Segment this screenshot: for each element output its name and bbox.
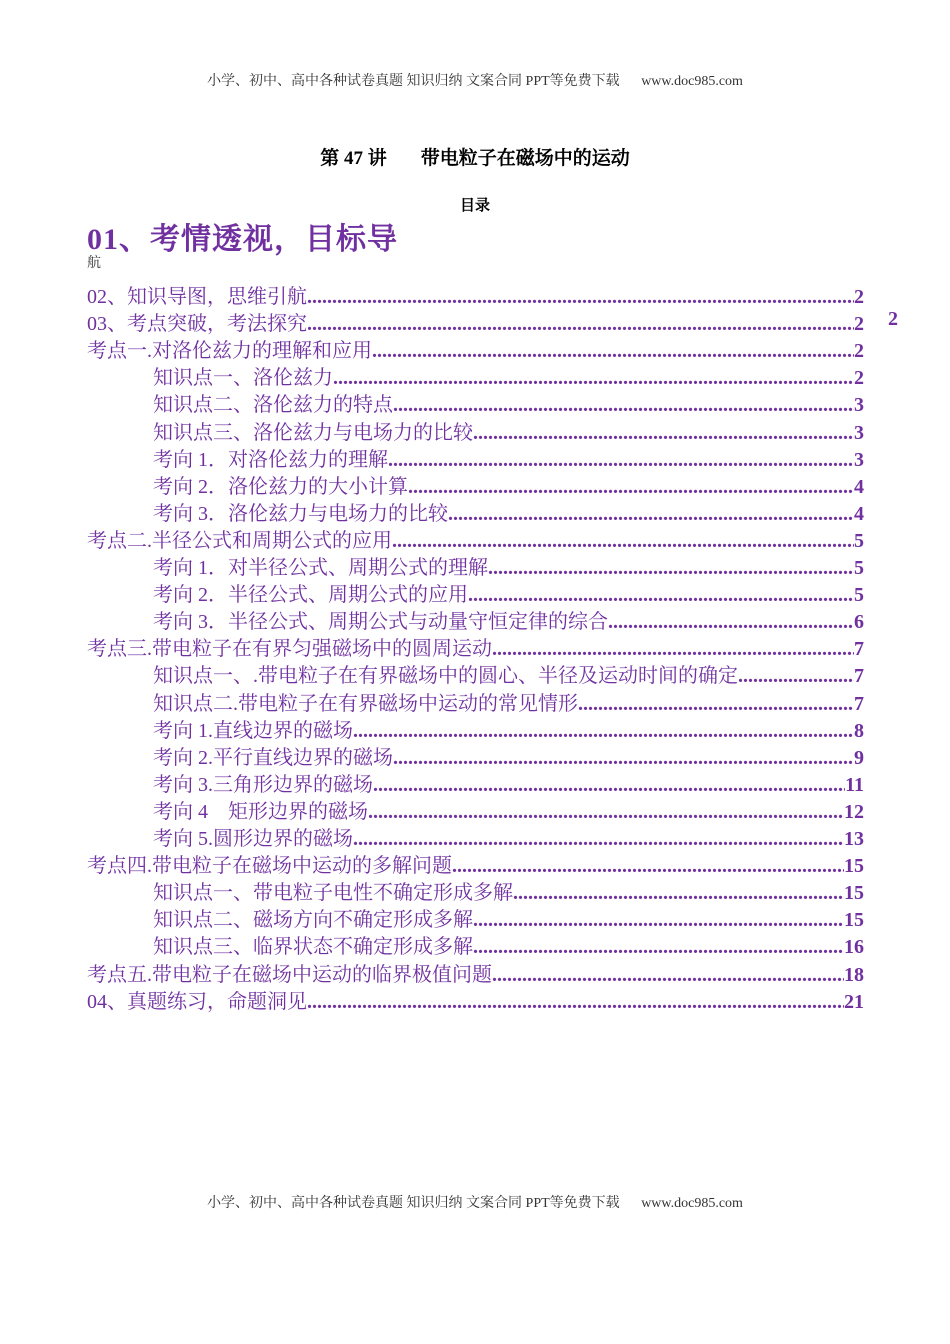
toc-entry-label: 考向 5.圆形边界的磁场	[153, 828, 353, 850]
toc-section-01-overflow: 航	[87, 256, 101, 271]
toc-entry-page: 18	[844, 963, 864, 986]
toc-entry-label: 考向 3．洛伦兹力与电场力的比较	[153, 502, 448, 525]
toc-entry[interactable]	[153, 578, 864, 605]
toc-entry-page: 15	[844, 882, 864, 905]
footer-text: 小学、初中、高中各种试卷真题 知识归纳 文案合同 PPT等免费下载	[207, 1196, 620, 1211]
lecture-number: 第 47 讲	[320, 148, 387, 169]
toc-entry[interactable]	[87, 985, 864, 1012]
toc-entry-label: 考向 1．对半径公式、周期公式的理解	[153, 557, 488, 579]
dot-leader	[473, 909, 844, 932]
dot-leader	[468, 584, 854, 607]
toc-entry-label: 考向 2.平行直线边界的磁场	[153, 746, 393, 769]
toc-entry-page: 15	[844, 855, 864, 878]
toc-entry-label: 04、真题练习，命题洞见	[87, 990, 307, 1013]
toc-entry[interactable]	[153, 470, 864, 497]
toc-entry-label: 考向 2．半径公式、周期公式的应用	[153, 584, 468, 607]
toc-entry[interactable]	[87, 524, 864, 551]
page-title	[0, 143, 950, 170]
toc-entry-label: 考点二.半径公式和周期公式的应用	[87, 529, 392, 552]
dot-leader	[578, 693, 854, 716]
dot-leader	[333, 367, 854, 390]
toc-entry-page: 8	[854, 719, 864, 742]
dot-leader	[393, 394, 854, 417]
toc-entry-label: 知识点二.带电粒子在有界磁场中运动的常见情形	[153, 692, 578, 715]
dot-leader	[473, 422, 854, 445]
toc-entry-label: 02、知识导图，思维引航	[87, 286, 307, 308]
toc-entry-label: 考点三.带电粒子在有界匀强磁场中的圆周运动	[87, 638, 492, 661]
dot-leader	[738, 665, 854, 688]
toc-entry-page: 3	[854, 448, 864, 471]
toc-entry-label: 知识点二、洛伦兹力的特点	[153, 394, 393, 417]
toc-entry-page: 3	[854, 421, 864, 444]
toc-entry-page: 2	[854, 313, 864, 336]
toc-entry-page: 9	[854, 746, 864, 769]
dot-leader	[408, 476, 854, 499]
dot-leader	[488, 557, 854, 580]
toc-entry[interactable]	[153, 876, 864, 903]
toc-entry-page: 5	[854, 557, 864, 579]
dot-leader	[608, 611, 854, 634]
dot-leader	[388, 449, 854, 472]
toc-entry[interactable]	[87, 849, 864, 876]
toc-entry[interactable]	[153, 497, 864, 524]
dot-leader	[393, 747, 854, 770]
toc-entry-page: 3	[854, 394, 864, 417]
toc-entry-page: 15	[844, 909, 864, 932]
toc-entry-label: 知识点一、带电粒子电性不确定形成多解	[153, 882, 513, 905]
toc-entry-label: 知识点一、.带电粒子在有界磁场中的圆心、半径及运动时间的确定	[153, 665, 738, 688]
toc-entry-label: 考点一.对洛伦兹力的理解和应用	[87, 340, 372, 363]
page-header	[0, 70, 950, 90]
toc-entry-label: 考向 3．半径公式、周期公式与动量守恒定律的综合	[153, 611, 608, 634]
dot-leader	[372, 340, 854, 363]
toc-entry-label: 知识点三、洛伦兹力与电场力的比较	[153, 421, 473, 444]
toc-entry[interactable]	[153, 768, 864, 795]
toc-entry[interactable]	[153, 822, 864, 849]
dot-leader	[307, 991, 844, 1014]
dot-leader	[448, 503, 854, 526]
dot-leader	[492, 638, 854, 661]
toc-entry[interactable]	[153, 714, 864, 741]
toc-entry-page: 13	[844, 828, 864, 850]
stray-page-number: 2	[888, 308, 898, 330]
dot-leader	[373, 774, 845, 797]
toc-entry[interactable]	[153, 741, 864, 768]
toc-entry[interactable]	[87, 632, 864, 659]
dot-leader	[353, 828, 844, 851]
toc-entry-page: 5	[854, 529, 864, 552]
toc-entry-label: 考点五.带电粒子在磁场中运动的临界极值问题	[87, 963, 492, 986]
toc-entry[interactable]	[153, 361, 864, 388]
toc-entry-label: 考向 1．对洛伦兹力的理解	[153, 448, 388, 471]
toc-entry-label: 知识点二、磁场方向不确定形成多解	[153, 909, 473, 932]
toc-entry-page: 21	[844, 990, 864, 1013]
toc-entry[interactable]	[87, 307, 864, 334]
toc-entry-page: 4	[854, 475, 864, 498]
toc-section-01[interactable]: 01、考情透视，目标导	[87, 223, 398, 256]
toc-entry-label: 考向 1.直线边界的磁场	[153, 719, 353, 742]
toc-entry-label: 考向 3.三角形边界的磁场	[153, 773, 373, 796]
page-footer	[0, 1192, 950, 1212]
dot-leader	[492, 964, 844, 987]
toc-entry[interactable]	[153, 659, 864, 686]
toc-entry-label: 知识点一、洛伦兹力	[153, 367, 333, 390]
toc-entry[interactable]	[153, 930, 864, 957]
toc-heading: 目录	[459, 198, 490, 214]
toc-entry[interactable]	[87, 334, 864, 361]
footer-url[interactable]: www.doc985.com	[641, 1196, 743, 1211]
lecture-topic: 带电粒子在磁场中的运动	[420, 148, 630, 169]
toc-entry[interactable]	[153, 551, 864, 578]
dot-leader	[392, 530, 854, 553]
toc-entry-page: 11	[845, 773, 864, 796]
toc-entry-page: 7	[854, 692, 864, 715]
toc-entry-page: 2	[854, 286, 864, 308]
dot-leader	[452, 855, 844, 878]
toc-entry-label: 考点四.带电粒子在磁场中运动的多解问题	[87, 855, 452, 878]
toc-entry-page: 7	[854, 665, 864, 688]
toc-entry[interactable]	[153, 903, 864, 930]
dot-leader	[473, 936, 844, 959]
toc-entry[interactable]	[153, 605, 864, 632]
toc-entry-label: 考向 4 矩形边界的磁场	[153, 800, 368, 823]
header-text: 小学、初中、高中各种试卷真题 知识归纳 文案合同 PPT等免费下载	[207, 74, 620, 89]
dot-leader	[513, 882, 844, 905]
toc-entry[interactable]	[87, 958, 864, 985]
toc-entry-page: 2	[854, 367, 864, 390]
toc-entry[interactable]	[153, 443, 864, 470]
toc-entry-label: 考向 2．洛伦兹力的大小计算	[153, 475, 408, 498]
dot-leader	[307, 286, 854, 309]
toc-entry-page: 7	[854, 638, 864, 661]
toc-entry[interactable]	[153, 416, 864, 443]
header-url[interactable]: www.doc985.com	[641, 74, 743, 89]
dot-leader	[353, 720, 854, 743]
toc-entry-page: 4	[854, 502, 864, 525]
toc-entry[interactable]	[153, 687, 864, 714]
toc-entry[interactable]	[153, 388, 864, 415]
dot-leader	[307, 313, 854, 336]
dot-leader	[368, 801, 844, 824]
toc-entry-page: 5	[854, 584, 864, 607]
toc-entry-label: 知识点三、临界状态不确定形成多解	[153, 936, 473, 959]
toc-entry-page: 12	[844, 800, 864, 823]
toc-entry-page: 6	[854, 611, 864, 634]
toc-entry-label: 03、考点突破，考法探究	[87, 313, 307, 336]
toc-entry-page: 2	[854, 340, 864, 363]
toc-entry[interactable]	[153, 795, 864, 822]
toc-entry-page: 16	[844, 936, 864, 959]
toc-entry[interactable]	[87, 280, 864, 307]
